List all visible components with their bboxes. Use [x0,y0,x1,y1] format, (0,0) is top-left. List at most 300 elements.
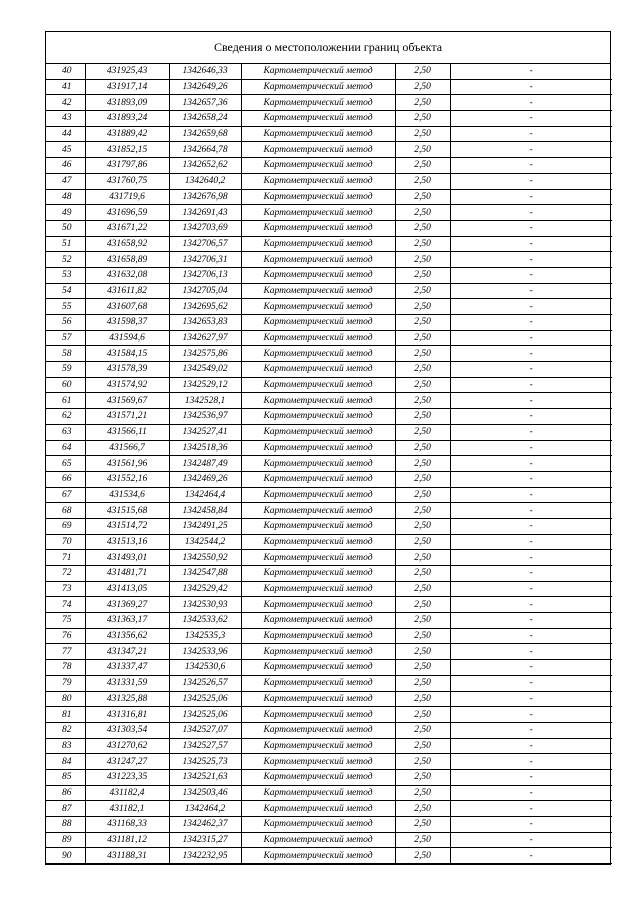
table-row [46,738,612,754]
y-coordinate-cell: 1342526,57 [169,675,241,691]
table-row [46,252,612,268]
point-number-cell: 41 [46,79,85,95]
table-row [46,126,612,142]
accuracy-cell: 2,50 [395,707,450,723]
x-coordinate-cell: 431889,42 [85,126,169,142]
method-cell: Картометрический метод [241,283,395,299]
accuracy-cell: 2,50 [395,644,450,660]
method-cell: Картометрический метод [241,409,395,425]
note-cell: - [450,220,612,236]
y-coordinate-cell: 1342491,25 [169,518,241,534]
table-row [46,550,612,566]
x-coordinate-cell: 431515,68 [85,503,169,519]
x-coordinate-cell: 431607,68 [85,299,169,315]
x-coordinate-cell: 431917,14 [85,79,169,95]
y-coordinate-cell: 1342527,07 [169,722,241,738]
note-cell: - [450,424,612,440]
table-row [46,675,612,691]
note-cell: - [450,832,612,848]
accuracy-cell: 2,50 [395,440,450,456]
accuracy-cell: 2,50 [395,566,450,582]
method-cell: Картометрический метод [241,315,395,331]
y-coordinate-cell: 1342525,73 [169,754,241,770]
note-cell: - [450,315,612,331]
y-coordinate-cell: 1342527,57 [169,738,241,754]
table-row [46,393,612,409]
x-coordinate-cell: 431925,43 [85,64,169,79]
y-coordinate-cell: 1342705,04 [169,283,241,299]
point-number-cell: 71 [46,550,85,566]
accuracy-cell: 2,50 [395,722,450,738]
note-cell: - [450,126,612,142]
x-coordinate-cell: 431696,59 [85,205,169,221]
note-cell: - [450,691,612,707]
sheet-title: Сведения о местоположении границ объекта [46,32,610,64]
y-coordinate-cell: 1342525,06 [169,707,241,723]
note-cell: - [450,205,612,221]
note-cell: - [450,252,612,268]
accuracy-cell: 2,50 [395,487,450,503]
table-row [46,346,612,362]
accuracy-cell: 2,50 [395,471,450,487]
method-cell: Картометрический метод [241,848,395,864]
table-row [46,158,612,174]
accuracy-cell: 2,50 [395,503,450,519]
table-row [46,832,612,848]
point-number-cell: 46 [46,158,85,174]
accuracy-cell: 2,50 [395,518,450,534]
point-number-cell: 55 [46,299,85,315]
accuracy-cell: 2,50 [395,597,450,613]
table-row [46,377,612,393]
table-row [46,487,612,503]
x-coordinate-cell: 431569,67 [85,393,169,409]
y-coordinate-cell: 1342503,46 [169,785,241,801]
method-cell: Картометрический метод [241,158,395,174]
note-cell: - [450,566,612,582]
y-coordinate-cell: 1342315,27 [169,832,241,848]
table-row [46,424,612,440]
y-coordinate-cell: 1342676,98 [169,189,241,205]
note-cell: - [450,487,612,503]
accuracy-cell: 2,50 [395,95,450,111]
table-row [46,707,612,723]
x-coordinate-cell: 431893,24 [85,111,169,127]
method-cell: Картометрический метод [241,487,395,503]
note-cell: - [450,158,612,174]
accuracy-cell: 2,50 [395,299,450,315]
x-coordinate-cell: 431347,21 [85,644,169,660]
x-coordinate-cell: 431797,86 [85,158,169,174]
accuracy-cell: 2,50 [395,393,450,409]
accuracy-cell: 2,50 [395,126,450,142]
x-coordinate-cell: 431658,89 [85,252,169,268]
accuracy-cell: 2,50 [395,158,450,174]
table-row [46,660,612,676]
y-coordinate-cell: 1342528,1 [169,393,241,409]
note-cell: - [450,236,612,252]
point-number-cell: 86 [46,785,85,801]
accuracy-cell: 2,50 [395,377,450,393]
note-cell: - [450,518,612,534]
note-cell: - [450,189,612,205]
method-cell: Картометрический метод [241,785,395,801]
note-cell: - [450,173,612,189]
note-cell: - [450,111,612,127]
method-cell: Картометрический метод [241,189,395,205]
accuracy-cell: 2,50 [395,628,450,644]
method-cell: Картометрический метод [241,738,395,754]
accuracy-cell: 2,50 [395,205,450,221]
method-cell: Картометрический метод [241,471,395,487]
table-row [46,440,612,456]
accuracy-cell: 2,50 [395,785,450,801]
method-cell: Картометрический метод [241,142,395,158]
note-cell: - [450,722,612,738]
table-row [46,409,612,425]
point-number-cell: 77 [46,644,85,660]
y-coordinate-cell: 1342527,41 [169,424,241,440]
x-coordinate-cell: 431182,1 [85,801,169,817]
coordinates-table [46,64,612,864]
table-row [46,848,612,864]
accuracy-cell: 2,50 [395,832,450,848]
x-coordinate-cell: 431331,59 [85,675,169,691]
y-coordinate-cell: 1342658,24 [169,111,241,127]
accuracy-cell: 2,50 [395,283,450,299]
note-cell: - [450,346,612,362]
point-number-cell: 60 [46,377,85,393]
method-cell: Картометрический метод [241,518,395,534]
method-cell: Картометрический метод [241,707,395,723]
y-coordinate-cell: 1342706,13 [169,267,241,283]
method-cell: Картометрический метод [241,644,395,660]
method-cell: Картометрический метод [241,817,395,833]
x-coordinate-cell: 431719,6 [85,189,169,205]
table-row [46,566,612,582]
point-number-cell: 40 [46,64,85,79]
table-row [46,95,612,111]
note-cell: - [450,644,612,660]
note-cell: - [450,377,612,393]
method-cell: Картометрический метод [241,440,395,456]
table-row [46,597,612,613]
accuracy-cell: 2,50 [395,409,450,425]
point-number-cell: 68 [46,503,85,519]
table-row [46,142,612,158]
note-cell: - [450,456,612,472]
table-row [46,722,612,738]
y-coordinate-cell: 1342575,86 [169,346,241,362]
method-cell: Картометрический метод [241,801,395,817]
method-cell: Картометрический метод [241,95,395,111]
y-coordinate-cell: 1342691,43 [169,205,241,221]
point-number-cell: 72 [46,566,85,582]
x-coordinate-cell: 431325,88 [85,691,169,707]
method-cell: Картометрический метод [241,722,395,738]
note-cell: - [450,503,612,519]
x-coordinate-cell: 431852,15 [85,142,169,158]
y-coordinate-cell: 1342535,3 [169,628,241,644]
table-row [46,769,612,785]
x-coordinate-cell: 431632,08 [85,267,169,283]
y-coordinate-cell: 1342232,95 [169,848,241,864]
point-number-cell: 62 [46,409,85,425]
x-coordinate-cell: 431316,81 [85,707,169,723]
table-row [46,581,612,597]
y-coordinate-cell: 1342533,62 [169,613,241,629]
x-coordinate-cell: 431182,4 [85,785,169,801]
y-coordinate-cell: 1342652,62 [169,158,241,174]
x-coordinate-cell: 431481,71 [85,566,169,582]
note-cell: - [450,330,612,346]
y-coordinate-cell: 1342657,36 [169,95,241,111]
method-cell: Картометрический метод [241,597,395,613]
method-cell: Картометрический метод [241,236,395,252]
note-cell: - [450,597,612,613]
point-number-cell: 85 [46,769,85,785]
note-cell: - [450,785,612,801]
method-cell: Картометрический метод [241,754,395,770]
note-cell: - [450,79,612,95]
table-row [46,330,612,346]
point-number-cell: 49 [46,205,85,221]
x-coordinate-cell: 431247,27 [85,754,169,770]
y-coordinate-cell: 1342547,88 [169,566,241,582]
x-coordinate-cell: 431303,54 [85,722,169,738]
method-cell: Картометрический метод [241,424,395,440]
y-coordinate-cell: 1342627,97 [169,330,241,346]
point-number-cell: 79 [46,675,85,691]
accuracy-cell: 2,50 [395,424,450,440]
accuracy-cell: 2,50 [395,346,450,362]
x-coordinate-cell: 431369,27 [85,597,169,613]
accuracy-cell: 2,50 [395,660,450,676]
x-coordinate-cell: 431337,47 [85,660,169,676]
note-cell: - [450,550,612,566]
y-coordinate-cell: 1342706,57 [169,236,241,252]
accuracy-cell: 2,50 [395,189,450,205]
note-cell: - [450,707,612,723]
x-coordinate-cell: 431561,96 [85,456,169,472]
point-number-cell: 48 [46,189,85,205]
table-row [46,785,612,801]
method-cell: Картометрический метод [241,769,395,785]
method-cell: Картометрический метод [241,832,395,848]
accuracy-cell: 2,50 [395,111,450,127]
note-cell: - [450,581,612,597]
y-coordinate-cell: 1342530,93 [169,597,241,613]
y-coordinate-cell: 1342469,26 [169,471,241,487]
x-coordinate-cell: 431658,92 [85,236,169,252]
method-cell: Картометрический метод [241,252,395,268]
method-cell: Картометрический метод [241,581,395,597]
point-number-cell: 82 [46,722,85,738]
accuracy-cell: 2,50 [395,456,450,472]
accuracy-cell: 2,50 [395,738,450,754]
table-row [46,283,612,299]
x-coordinate-cell: 431188,31 [85,848,169,864]
table-row [46,801,612,817]
method-cell: Картометрический метод [241,675,395,691]
y-coordinate-cell: 1342518,36 [169,440,241,456]
point-number-cell: 80 [46,691,85,707]
note-cell: - [450,660,612,676]
y-coordinate-cell: 1342536,97 [169,409,241,425]
x-coordinate-cell: 431534,6 [85,487,169,503]
note-cell: - [450,613,612,629]
y-coordinate-cell: 1342649,26 [169,79,241,95]
method-cell: Картометрический метод [241,566,395,582]
table-row [46,628,612,644]
x-coordinate-cell: 431566,11 [85,424,169,440]
y-coordinate-cell: 1342550,92 [169,550,241,566]
table-row [46,691,612,707]
table-row [46,534,612,550]
point-number-cell: 56 [46,315,85,331]
point-number-cell: 50 [46,220,85,236]
x-coordinate-cell: 431594,6 [85,330,169,346]
point-number-cell: 47 [46,173,85,189]
point-number-cell: 88 [46,817,85,833]
accuracy-cell: 2,50 [395,550,450,566]
accuracy-cell: 2,50 [395,236,450,252]
note-cell: - [450,738,612,754]
y-coordinate-cell: 1342458,84 [169,503,241,519]
method-cell: Картометрический метод [241,456,395,472]
table-row [46,189,612,205]
point-number-cell: 74 [46,597,85,613]
table-row [46,362,612,378]
x-coordinate-cell: 431493,01 [85,550,169,566]
point-number-cell: 57 [46,330,85,346]
method-cell: Картометрический метод [241,330,395,346]
point-number-cell: 53 [46,267,85,283]
point-number-cell: 64 [46,440,85,456]
method-cell: Картометрический метод [241,628,395,644]
point-number-cell: 66 [46,471,85,487]
accuracy-cell: 2,50 [395,817,450,833]
y-coordinate-cell: 1342664,78 [169,142,241,158]
accuracy-cell: 2,50 [395,79,450,95]
point-number-cell: 42 [46,95,85,111]
note-cell: - [450,817,612,833]
note-cell: - [450,848,612,864]
x-coordinate-cell: 431611,82 [85,283,169,299]
y-coordinate-cell: 1342544,2 [169,534,241,550]
y-coordinate-cell: 1342462,37 [169,817,241,833]
table-row [46,754,612,770]
note-cell: - [450,362,612,378]
note-cell: - [450,801,612,817]
point-number-cell: 69 [46,518,85,534]
x-coordinate-cell: 431363,17 [85,613,169,629]
x-coordinate-cell: 431671,22 [85,220,169,236]
note-cell: - [450,769,612,785]
y-coordinate-cell: 1342529,12 [169,377,241,393]
point-number-cell: 87 [46,801,85,817]
y-coordinate-cell: 1342464,4 [169,487,241,503]
method-cell: Картометрический метод [241,79,395,95]
method-cell: Картометрический метод [241,64,395,79]
x-coordinate-cell: 431356,62 [85,628,169,644]
accuracy-cell: 2,50 [395,691,450,707]
y-coordinate-cell: 1342659,68 [169,126,241,142]
point-number-cell: 67 [46,487,85,503]
x-coordinate-cell: 431893,09 [85,95,169,111]
point-number-cell: 70 [46,534,85,550]
point-number-cell: 75 [46,613,85,629]
y-coordinate-cell: 1342525,06 [169,691,241,707]
note-cell: - [450,440,612,456]
note-cell: - [450,64,612,79]
boundary-coordinates-sheet [45,31,611,865]
note-cell: - [450,95,612,111]
method-cell: Картометрический метод [241,550,395,566]
accuracy-cell: 2,50 [395,362,450,378]
point-number-cell: 83 [46,738,85,754]
note-cell: - [450,142,612,158]
method-cell: Картометрический метод [241,346,395,362]
point-number-cell: 81 [46,707,85,723]
accuracy-cell: 2,50 [395,581,450,597]
method-cell: Картометрический метод [241,267,395,283]
table-row [46,173,612,189]
accuracy-cell: 2,50 [395,252,450,268]
accuracy-cell: 2,50 [395,754,450,770]
method-cell: Картометрический метод [241,534,395,550]
note-cell: - [450,283,612,299]
y-coordinate-cell: 1342487,49 [169,456,241,472]
method-cell: Картометрический метод [241,660,395,676]
method-cell: Картометрический метод [241,393,395,409]
x-coordinate-cell: 431270,62 [85,738,169,754]
accuracy-cell: 2,50 [395,64,450,79]
point-number-cell: 89 [46,832,85,848]
note-cell: - [450,471,612,487]
point-number-cell: 45 [46,142,85,158]
accuracy-cell: 2,50 [395,315,450,331]
accuracy-cell: 2,50 [395,801,450,817]
x-coordinate-cell: 431584,15 [85,346,169,362]
table-row [46,518,612,534]
table-row [46,79,612,95]
point-number-cell: 59 [46,362,85,378]
method-cell: Картометрический метод [241,503,395,519]
table-row [46,64,612,79]
note-cell: - [450,267,612,283]
note-cell: - [450,754,612,770]
point-number-cell: 61 [46,393,85,409]
point-number-cell: 65 [46,456,85,472]
y-coordinate-cell: 1342653,83 [169,315,241,331]
y-coordinate-cell: 1342549,02 [169,362,241,378]
x-coordinate-cell: 431514,72 [85,518,169,534]
note-cell: - [450,299,612,315]
table-row [46,315,612,331]
point-number-cell: 58 [46,346,85,362]
point-number-cell: 73 [46,581,85,597]
x-coordinate-cell: 431598,37 [85,315,169,331]
table-row [46,471,612,487]
y-coordinate-cell: 1342640,2 [169,173,241,189]
point-number-cell: 63 [46,424,85,440]
x-coordinate-cell: 431578,39 [85,362,169,378]
x-coordinate-cell: 431571,21 [85,409,169,425]
point-number-cell: 84 [46,754,85,770]
x-coordinate-cell: 431413,05 [85,581,169,597]
point-number-cell: 52 [46,252,85,268]
